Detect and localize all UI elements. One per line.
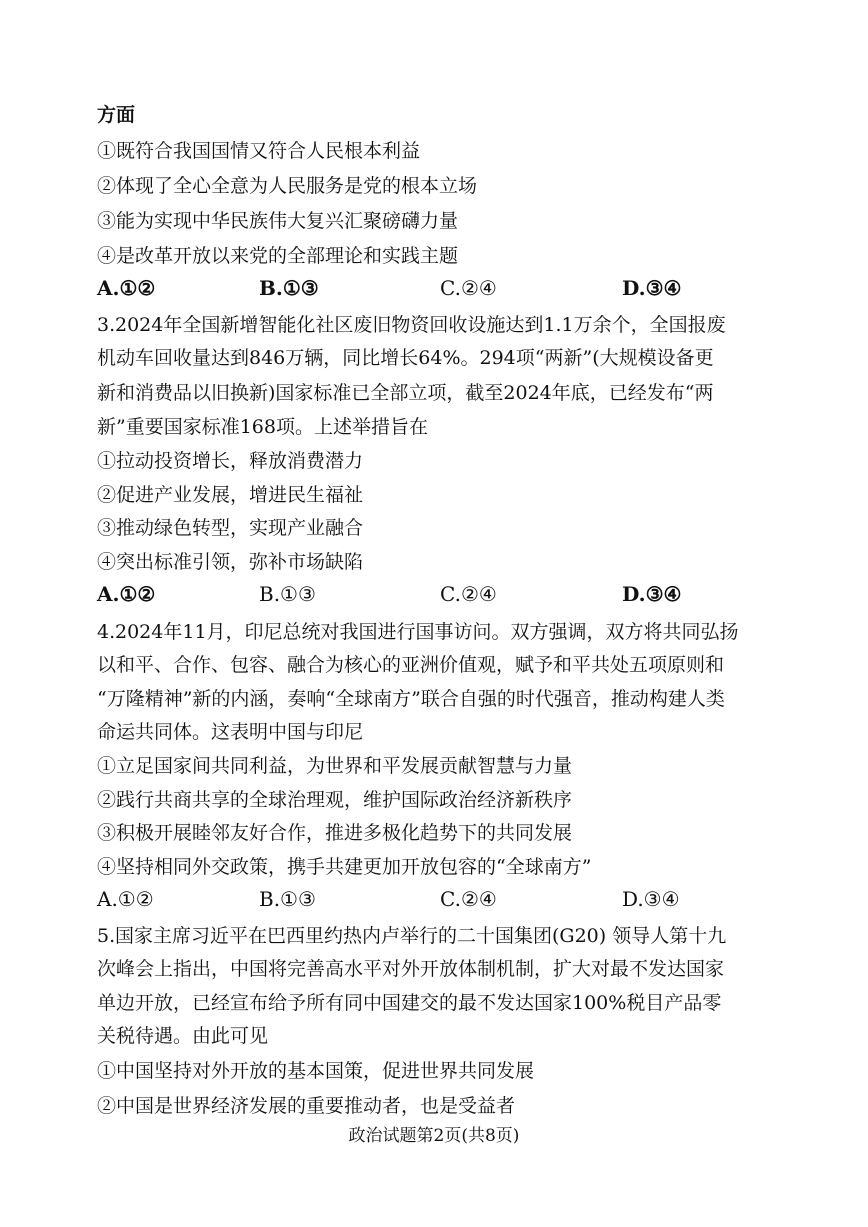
- q4-option-1: ①立足国家间共同利益，为世界和平发展贡献智慧与力量: [97, 755, 573, 777]
- q3-choice-d: D.③④: [622, 582, 682, 606]
- q3-stem-line-1: 2024年全国新增智能化社区废旧物资回收设施达到1.1万余个，全国报废: [115, 314, 726, 336]
- q4-choice-b: B.①③: [259, 887, 316, 911]
- q3-choice-c: C.②④: [440, 582, 497, 606]
- q3-stem-line-2: 机动车回收量达到846万辆，同比增长64%。294项“两新”(大规模设备更: [97, 347, 714, 369]
- q3-choice-b: B.①③: [259, 582, 316, 606]
- q4-option-2: ②践行共商共享的全球治理观，维护国际政治经济新秩序: [97, 789, 573, 811]
- q3-stem-line-3: 新和消费品以旧换新)国家标准已全部立项，截至2024年底，已经发布“两: [97, 382, 714, 404]
- q2-choice-d: D.③④: [622, 276, 682, 300]
- q4-number: 4.: [97, 621, 116, 643]
- q2-choice-a: A.①②: [97, 276, 156, 300]
- q5-stem-line-2: 次峰会上指出，中国将完善高水平对外开放体制机制，扩大对最不发达国家: [97, 958, 725, 980]
- q2-choice-c: C.②④: [440, 276, 497, 300]
- q4-stem-line-2: 以和平、合作、包容、融合为核心的亚洲价值观，赋予和平共处五项原则和: [97, 654, 725, 676]
- q4-choice-c: C.②④: [440, 887, 497, 911]
- q3-option-3: ③推动绿色转型，实现产业融合: [97, 517, 364, 539]
- q2-choice-b: B.①③: [259, 276, 319, 300]
- q3-option-2: ②促进产业发展，增进民生福祉: [97, 484, 364, 506]
- q2-option-3: ③能为实现中华民族伟大复兴汇聚磅礴力量: [97, 210, 459, 232]
- q4-choice-a: A.①②: [97, 887, 154, 911]
- q4-stem-line-1: 2024年11月，印尼总统对我国进行国事访问。双方强调，双方将共同弘扬: [115, 621, 739, 643]
- q3-choice-a: A.①②: [97, 582, 156, 606]
- q2-option-2: ②体现了全心全意为人民服务是党的根本立场: [97, 175, 478, 197]
- q5-option-1: ①中国坚持对外开放的基本国策，促进世界共同发展: [97, 1060, 535, 1082]
- q4-option-4: ④坚持相同外交政策，携手共建更加开放包容的“全球南方”: [97, 856, 592, 878]
- q5-option-2: ②中国是世界经济发展的重要推动者，也是受益者: [97, 1095, 516, 1117]
- q5-number: 5.: [97, 925, 116, 947]
- q5-stem-line-4: 关税待遇。由此可见: [97, 1025, 269, 1047]
- q3-option-4: ④突出标准引领，弥补市场缺陷: [97, 551, 364, 573]
- q3-stem-line-4: 新”重要国家标准168项。上述举措旨在: [97, 416, 428, 438]
- q4-stem-line-4: 命运共同体。这表明中国与印尼: [97, 721, 364, 743]
- q2-stem-tail: 方面: [97, 104, 136, 126]
- q4-stem-line-3: “万隆精神”新的内涵，奏响“全球南方”联合自强的时代强音，推动构建人类: [97, 688, 725, 710]
- q5-stem-line-1: 国家主席习近平在巴西里约热内卢举行的二十国集团(G20) 领导人第十九: [115, 925, 727, 947]
- q2-option-4: ④是改革开放以来党的全部理论和实践主题: [97, 245, 459, 267]
- q3-option-1: ①拉动投资增长，释放消费潜力: [97, 450, 364, 472]
- page-footer: 政治试题第2页(共8页): [348, 1126, 520, 1146]
- q4-option-3: ③积极开展睦邻友好合作，推进多极化趋势下的共同发展: [97, 822, 573, 844]
- q3-number: 3.: [97, 314, 116, 336]
- q5-stem-line-3: 单边开放，已经宣布给予所有同中国建交的最不发达国家100%税目产品零: [97, 992, 722, 1014]
- q2-option-1: ①既符合我国国情又符合人民根本利益: [97, 140, 421, 162]
- q4-choice-d: D.③④: [622, 887, 680, 911]
